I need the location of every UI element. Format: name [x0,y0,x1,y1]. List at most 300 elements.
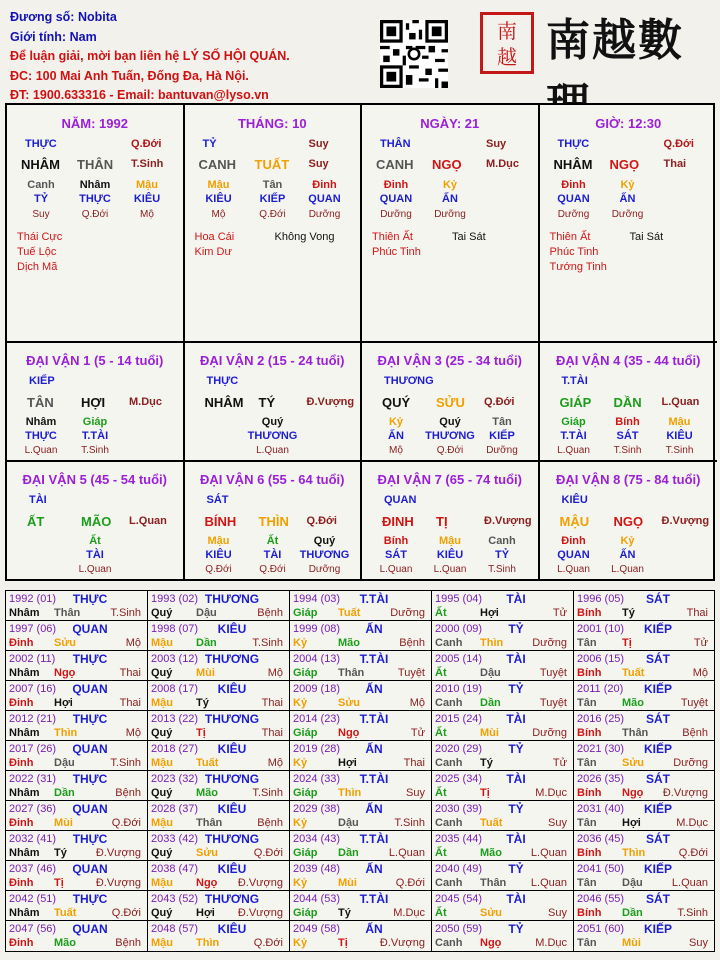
year-star: THƯƠNG [204,832,260,846]
dai-van-stem: TÂN [27,395,54,410]
chart-grid [5,103,715,581]
year-star: THƯƠNG [204,652,260,666]
year-branch: Mão [338,637,360,649]
shensha-item: Không Vong [274,231,335,243]
shensha-item: Dịch Mã [17,261,58,273]
year-cell[interactable] [574,921,714,951]
hidden-stem: Đinh [561,535,586,547]
year-star: TÀI [506,832,526,846]
year-label: 2010 (19) [435,683,483,695]
year-cell[interactable] [574,891,714,921]
dai-van-star: KIÊU [561,494,588,506]
year-label: 2031 (40) [577,803,625,815]
year-cell[interactable] [574,801,714,831]
dai-van-title: ĐẠI VẬN 2 (15 - 24 tuổi) [200,353,345,368]
year-stem: Bính [577,607,602,619]
year-state: Thai [403,757,425,769]
year-state: Đ.Vượng [95,847,141,859]
year-star: THƯƠNG [204,592,260,606]
year-branch: Thìn [196,937,220,949]
year-state: Bệnh [115,787,141,799]
year-cell[interactable] [6,921,148,951]
year-cell[interactable] [148,891,290,921]
year-cell[interactable] [6,651,148,681]
hidden-star: KIẾP [259,193,286,205]
dai-van-cell [185,343,363,462]
pillar-cell [362,105,540,343]
year-label: 2017 (26) [9,743,57,755]
hidden-stem: Canh [488,535,516,547]
year-label: 2011 (20) [577,683,624,695]
year-cell[interactable] [432,621,574,651]
year-cell[interactable] [6,591,148,621]
year-state: Tử [410,727,425,739]
year-label: 1992 (01) [9,593,57,605]
year-cell[interactable] [432,921,574,951]
year-star: T.TÀI [359,772,389,786]
hidden-star: TÀI [86,549,104,561]
hidden-stem: Quý [313,535,336,547]
year-cell[interactable] [6,831,148,861]
year-star: SÁT [646,712,670,726]
year-cell[interactable] [574,621,714,651]
year-branch: Sửu [480,907,503,919]
year-stem: Kỷ [293,757,308,769]
year-cell[interactable] [148,741,290,771]
year-stem: Tân [577,697,597,709]
year-label: 2001 (10) [577,623,625,635]
year-cell[interactable] [148,621,290,651]
name-label: Đương số: [10,10,75,24]
year-stem: Đinh [9,757,34,769]
dai-van-cell [362,462,540,581]
year-star: SÁT [646,892,670,906]
dai-van-branch: THÌN [258,514,289,529]
year-star: THỰC [72,652,108,666]
year-cell[interactable] [290,741,432,771]
year-label: 2018 (27) [151,743,199,755]
year-cell[interactable] [432,891,574,921]
year-star: SÁT [646,652,670,666]
year-stem: Kỷ [293,877,308,889]
year-state: Đ.Vượng [95,877,141,889]
gender-label: Giới tính: [10,29,67,44]
year-branch: Tý [54,847,67,859]
year-label: 2047 (56) [9,923,57,935]
year-star: ẤN [365,682,383,696]
heavenly-stem: NHÂM [21,157,60,172]
year-label: 2034 (43) [293,833,341,845]
year-branch: Sửu [196,847,219,859]
year-cell[interactable] [6,861,148,891]
year-state: Mộ [692,667,708,679]
year-state: Mộ [125,637,141,649]
year-label: 2015 (24) [435,713,483,725]
dai-van-branch: DẦN [613,395,642,410]
year-label: 2042 (51) [9,893,57,905]
year-cell[interactable] [290,621,432,651]
year-label: 2045 (54) [435,893,483,905]
annual-luck-table [5,590,715,952]
year-stem: Nhâm [9,667,40,679]
hidden-stem: Mậu [439,535,461,547]
year-stem: Ất [435,727,447,739]
year-cell[interactable] [290,861,432,891]
year-stem: Canh [435,877,463,889]
year-label: 2026 (35) [577,773,625,785]
dai-van-cell [185,462,363,581]
year-star: TỶ [508,742,524,756]
year-label: 2016 (25) [577,713,625,725]
hidden-state: Dưỡng [434,209,466,220]
hidden-state: Mộ [389,445,403,456]
year-cell[interactable] [290,711,432,741]
year-label: 2023 (32) [151,773,199,785]
year-branch: Sửu [54,637,77,649]
year-label: 2003 (12) [151,653,199,665]
year-branch: Ngọ [54,667,76,679]
year-stem: Quý [151,847,173,859]
year-cell[interactable] [432,711,574,741]
hidden-star: KIÊU [205,193,232,205]
dai-van-star: KIẾP [29,375,55,387]
hidden-stem: Mậu [668,416,691,428]
year-cell[interactable] [432,801,574,831]
year-state: Bệnh [682,727,708,739]
shensha-item: Tai Sát [629,231,664,243]
year-stem: Mậu [151,757,173,769]
year-cell[interactable] [6,771,148,801]
dai-van-stem: MẬU [559,514,590,529]
year-star: TỶ [508,682,524,696]
year-cell[interactable] [148,861,290,891]
year-stem: Ất [435,667,447,679]
year-stem: Kỷ [293,817,308,829]
hidden-state: T.Sinh [613,445,642,456]
year-star: TÀI [506,772,526,786]
year-label: 2028 (37) [151,803,199,815]
year-branch: Mùi [54,817,73,829]
hidden-state: Dưỡng [308,209,341,220]
hidden-star: TỶ [494,549,510,561]
shensha-item: Hoa Cái [194,231,235,243]
year-state: Dưỡng [532,637,567,649]
heavenly-stem: NHÂM [553,157,593,172]
year-label: 1995 (04) [435,593,483,605]
year-cell[interactable] [574,591,714,621]
year-stem: Quý [151,607,173,619]
shensha-item: Tướng Tinh [549,261,607,273]
dai-van-title: ĐẠI VẬN 5 (45 - 54 tuổi) [22,472,167,487]
year-stem: Bính [577,847,602,859]
year-label: 2039 (48) [293,863,341,875]
hidden-stem: Kỷ [388,416,404,428]
year-stem: Giáp [293,607,318,619]
year-branch: Mão [622,697,644,709]
year-cell[interactable] [432,861,574,891]
year-star: THƯƠNG [204,772,260,786]
year-cell[interactable] [574,741,714,771]
year-state: M.Dục [676,817,708,829]
year-state: Suy [406,787,425,799]
year-star: ẤN [365,922,383,936]
year-branch: Ngọ [622,787,644,799]
year-stem: Nhâm [9,607,40,619]
year-branch: Mùi [196,667,215,679]
year-star: QUAN [72,922,108,936]
year-stem: Giáp [293,727,318,739]
year-cell[interactable] [432,651,574,681]
year-state: M.Dục [393,907,425,919]
year-cell[interactable] [6,681,148,711]
year-stem: Mậu [151,937,173,949]
year-branch: Ngọ [480,937,502,949]
main-star: THỰC [25,138,57,150]
year-branch: Thìn [54,727,78,739]
year-stem: Bính [577,787,602,799]
year-stem: Quý [151,667,173,679]
year-branch: Tý [196,697,209,709]
year-cell[interactable] [432,771,574,801]
year-label: 1998 (07) [151,623,199,635]
year-state: Q.Đới [395,877,425,889]
hidden-state: T.Sinh [665,445,694,456]
year-cell[interactable] [290,831,432,861]
year-cell[interactable] [148,681,290,711]
main-star: THỰC [557,138,590,150]
year-branch: Tuất [480,817,503,829]
year-state: Tuyệt [539,667,567,679]
year-stem: Tân [577,757,597,769]
year-star: ẤN [365,862,383,876]
year-state: T.Sinh [252,787,283,799]
year-state: Bệnh [115,937,141,949]
pillar-cell [7,105,185,343]
year-cell[interactable] [432,831,574,861]
year-cell[interactable] [6,711,148,741]
year-stem: Mậu [151,637,173,649]
year-state: Bệnh [399,637,425,649]
hidden-star: QUAN [557,193,590,205]
year-cell[interactable] [574,771,714,801]
hidden-star: T.TÀI [81,430,109,442]
main-star: THÂN [380,138,411,150]
year-branch: Ngọ [196,877,218,889]
stage-state: Suy [308,158,329,170]
year-stem: Canh [435,697,463,709]
year-branch: Hợi [480,607,499,619]
hidden-star: SÁT [616,430,639,442]
year-state: Q.Đới [678,847,708,859]
year-cell[interactable] [574,711,714,741]
year-cell[interactable] [574,651,714,681]
year-cell[interactable] [148,771,290,801]
year-star: T.TÀI [359,652,389,666]
dai-van-state: Q.Đới [484,396,515,408]
year-label: 2007 (16) [9,683,57,695]
hidden-stem: Quý [439,416,461,428]
year-star: THỰC [72,892,108,906]
year-state: Thai [686,607,708,619]
year-cell[interactable] [432,741,574,771]
year-star: KIẾP [643,802,673,816]
year-branch: Tuất [338,607,361,619]
dai-van-cell [540,462,718,581]
shensha-item: Phúc Tinh [372,246,421,258]
dai-van-star: T.TÀI [561,375,588,387]
header [0,0,720,100]
dai-van-stem: QUÝ [382,395,411,410]
year-star: KIẾP [643,742,673,756]
brand-calligraphy: 南越數 [546,15,684,66]
year-label: 2035 (44) [435,833,483,845]
hidden-state: Dưỡng [611,209,644,220]
year-star: THƯƠNG [204,892,260,906]
hidden-state: T.Sinh [488,564,516,575]
year-cell[interactable] [6,621,148,651]
year-branch: Thìn [622,847,646,859]
hidden-stem: Nhâm [79,179,111,191]
year-cell[interactable] [148,651,290,681]
owner-info [10,8,290,106]
year-cell[interactable] [574,861,714,891]
year-star: THỰC [72,772,108,786]
year-stem: Tân [577,937,597,949]
year-star: THỰC [72,592,108,606]
year-label: 2004 (13) [293,653,341,665]
year-star: QUAN [72,742,108,756]
year-cell[interactable] [432,591,574,621]
year-state: Bệnh [257,817,283,829]
year-state: Tử [552,607,567,619]
pillar-cell [185,105,363,343]
year-cell[interactable] [574,681,714,711]
year-branch: Ngọ [338,727,360,739]
year-cell[interactable] [290,921,432,951]
year-cell[interactable] [148,831,290,861]
year-branch: Thân [196,817,223,829]
year-stem: Bính [577,907,602,919]
year-label: 1993 (02) [151,593,199,605]
year-state: Tử [693,637,708,649]
year-cell[interactable] [6,801,148,831]
year-cell[interactable] [290,891,432,921]
hidden-stem: Ất [266,535,279,547]
year-branch: Dậu [480,667,501,679]
year-star: ẤN [365,622,383,636]
year-branch: Mão [480,847,502,859]
hidden-stem: Giáp [561,416,586,428]
hidden-star: TỶ [33,193,49,205]
year-cell[interactable] [148,921,290,951]
year-cell[interactable] [574,831,714,861]
year-cell[interactable] [6,741,148,771]
year-stem: Mậu [151,697,173,709]
year-state: Dưỡng [532,727,567,739]
year-label: 2006 (15) [577,653,625,665]
year-cell[interactable] [290,651,432,681]
year-star: SÁT [646,772,670,786]
year-cell[interactable] [290,681,432,711]
hidden-stem: Đinh [561,179,586,191]
shensha-item: Thái Cực [17,231,63,243]
year-label: 2020 (29) [435,743,483,755]
year-star: T.TÀI [359,712,389,726]
year-branch: Thân [54,607,81,619]
year-label: 2044 (53) [293,893,341,905]
hidden-stem: Mậu [136,179,158,191]
year-star: SÁT [646,592,670,606]
year-label: 2043 (52) [151,893,199,905]
year-stem: Tân [577,817,597,829]
year-stem: Ất [435,607,447,619]
shensha-item: Thiên Ất [549,231,591,243]
year-cell[interactable] [6,891,148,921]
dai-van-stem: NHÂM [204,395,244,410]
stage-state: Thai [663,158,687,170]
earthly-branch: NGỌ [432,157,462,172]
year-state: Suy [689,937,708,949]
year-cell[interactable] [148,591,290,621]
year-star: KIẾP [643,862,673,876]
hidden-star: KIÊU [436,549,464,561]
year-label: 2009 (18) [293,683,341,695]
year-stem: Giáp [293,787,318,799]
year-cell[interactable] [148,711,290,741]
year-state: Đ.Vượng [662,787,708,799]
year-star: QUAN [72,622,108,636]
year-state: Dưỡng [673,757,708,769]
year-label: 2033 (42) [151,833,199,845]
year-star: TÀI [506,712,526,726]
shensha-item: Tuế Lộc [17,246,57,258]
shensha-item: Kim Dư [194,246,232,258]
hidden-state: Q.Đới [259,209,286,220]
year-label: 2029 (38) [293,803,341,815]
year-cell[interactable] [290,801,432,831]
year-cell[interactable] [148,801,290,831]
year-state: Mộ [267,667,283,679]
year-stem: Giáp [293,667,318,679]
hidden-stem: Kỷ [442,179,458,191]
name-value: Nobita [77,10,117,24]
dai-van-cell [362,343,540,462]
contact-line-1: Để luận giải, mời bạn liên hệ LÝ SỐ HỘI QUÁN. [10,49,290,63]
year-state: T.Sinh [252,637,283,649]
hidden-star: KIÊU [205,549,232,561]
hidden-stem: Canh [27,179,55,191]
year-state: L.Quan [671,877,708,889]
hidden-stem: Nhâm [25,416,57,428]
hidden-state: T.Sinh [81,445,109,456]
red-seal-stamp [480,12,534,74]
hidden-star: ẤN [619,193,636,205]
dai-van-state: Đ.Vượng [306,396,355,408]
year-label: 2025 (34) [435,773,483,785]
year-cell[interactable] [290,771,432,801]
year-stem: Tân [577,877,597,889]
year-cell[interactable] [290,591,432,621]
year-cell[interactable] [432,681,574,711]
year-star: SÁT [646,832,670,846]
year-label: 2037 (46) [9,863,57,875]
qr-code-icon[interactable] [380,20,448,88]
hidden-stem: Quý [261,416,284,428]
dai-van-branch: TỊ [436,514,448,529]
year-star: TỶ [508,922,524,936]
year-stem: Quý [151,727,173,739]
year-branch: Thìn [338,787,362,799]
